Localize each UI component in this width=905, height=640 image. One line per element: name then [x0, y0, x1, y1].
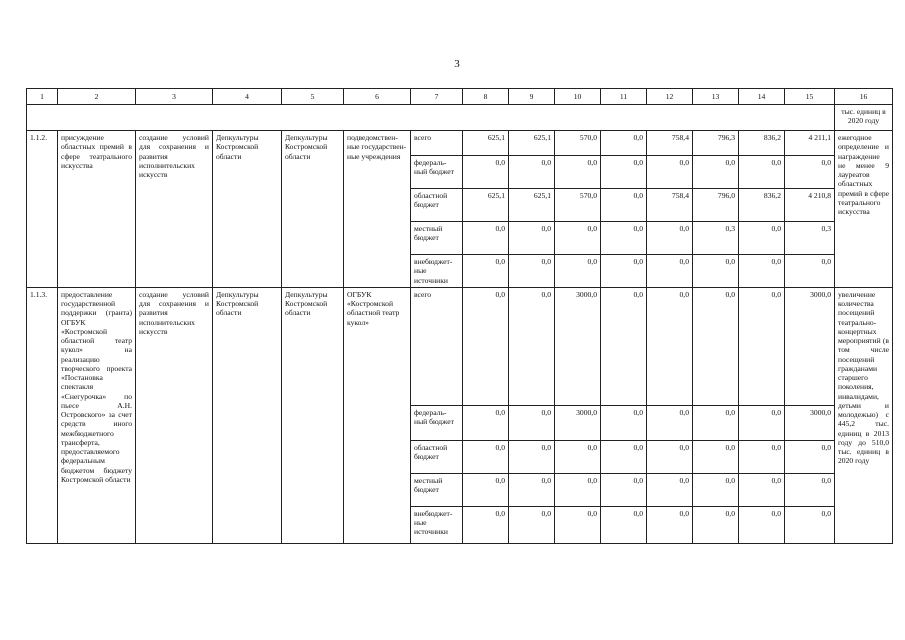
header-cell: 15 [785, 89, 835, 105]
amount-cell: 0,0 [509, 287, 555, 405]
amount-cell: 0,0 [463, 440, 509, 473]
amount-cell: 836,2 [739, 131, 785, 156]
header-cell: 2 [58, 89, 136, 105]
amount-cell: 758,4 [647, 189, 693, 222]
continuation-empty-cell [27, 105, 835, 131]
amount-cell: 0,0 [647, 156, 693, 189]
amount-cell: 0,0 [739, 506, 785, 543]
header-cell: 12 [647, 89, 693, 105]
amount-cell: 0,0 [693, 473, 739, 506]
program-table [26, 88, 893, 544]
amount-cell: 0,0 [509, 156, 555, 189]
header-cell: 8 [463, 89, 509, 105]
amount-cell: 0,0 [693, 287, 739, 405]
funding-source-cell: федераль-ный бюджет [411, 405, 463, 440]
amount-cell: 0,0 [555, 440, 601, 473]
amount-cell: 0,0 [693, 440, 739, 473]
funding-source-cell: областной бюджет [411, 189, 463, 222]
amount-cell: 0,0 [739, 473, 785, 506]
amount-cell: 0,0 [647, 473, 693, 506]
amount-cell: 796,0 [693, 189, 739, 222]
section-coexecutor-cell: Депкультуры Костромской области [282, 131, 344, 288]
amount-cell: 0,0 [555, 222, 601, 255]
amount-cell: 0,0 [785, 440, 835, 473]
header-row [27, 89, 893, 105]
amount-cell: 0,0 [601, 506, 647, 543]
amount-cell: 570,0 [555, 131, 601, 156]
amount-cell: 625,1 [509, 131, 555, 156]
amount-cell: 0,0 [555, 255, 601, 288]
continuation-row [27, 105, 893, 131]
header-cell: 10 [555, 89, 601, 105]
amount-cell: 0,0 [601, 440, 647, 473]
section-participants-cell: ОГБУК «Костромской областной театр кукол» [344, 287, 411, 543]
amount-cell: 0,0 [601, 405, 647, 440]
amount-cell: 0,0 [601, 473, 647, 506]
amount-cell: 0,0 [509, 440, 555, 473]
amount-cell: 4 211,1 [785, 131, 835, 156]
amount-cell: 0,0 [785, 156, 835, 189]
amount-cell: 0,0 [555, 156, 601, 189]
header-cell: 3 [136, 89, 213, 105]
section-name-cell: предоставление государственной поддержки (гранта) ОГБУК «Костромской областной театр кукол» на реализацию творческого проекта «Постановка спектакля «Снегурочка» по пьесе А.Н. Островского» за счет средств иного межбюджетного трансферта, предоставляемого федеральным бюджетом бюджету Костромской области [58, 287, 136, 543]
amount-cell: 0,0 [509, 506, 555, 543]
header-cell: 16 [835, 89, 893, 105]
section-code-cell: 1.1.2. [27, 131, 58, 288]
amount-cell: 0,0 [601, 255, 647, 288]
amount-cell: 0,0 [463, 222, 509, 255]
header-cell: 13 [693, 89, 739, 105]
amount-cell: 625,1 [509, 189, 555, 222]
section-row [27, 131, 893, 156]
section-code-cell: 1.1.3. [27, 287, 58, 543]
continuation-result-cell: тыс. единиц в 2020 году [835, 105, 893, 131]
funding-source-cell: федераль-ный бюджет [411, 156, 463, 189]
funding-source-cell: внебюджет-ные источники [411, 255, 463, 288]
amount-cell: 0,0 [601, 189, 647, 222]
amount-cell: 0,0 [509, 255, 555, 288]
header-cell: 1 [27, 89, 58, 105]
section-coexecutor-cell: Депкультуры Костромской области [282, 287, 344, 543]
amount-cell: 0,0 [739, 287, 785, 405]
amount-cell: 0,0 [509, 222, 555, 255]
header-cell: 14 [739, 89, 785, 105]
amount-cell: 0,0 [739, 255, 785, 288]
amount-cell: 0,0 [739, 222, 785, 255]
amount-cell: 0,0 [601, 222, 647, 255]
amount-cell: 0,0 [601, 287, 647, 405]
funding-source-cell: внебюджет-ные источники [411, 506, 463, 543]
amount-cell: 0,0 [601, 131, 647, 156]
amount-cell: 570,0 [555, 189, 601, 222]
amount-cell: 0,0 [463, 473, 509, 506]
amount-cell: 0,0 [693, 255, 739, 288]
amount-cell: 0,0 [785, 255, 835, 288]
section-goal-cell: создание условий для сохранения и развития исполнительских искусств [136, 287, 213, 543]
amount-cell: 0,0 [647, 506, 693, 543]
amount-cell: 0,0 [647, 255, 693, 288]
funding-source-cell: местный бюджет [411, 222, 463, 255]
amount-cell: 0,0 [463, 255, 509, 288]
amount-cell: 0,0 [647, 440, 693, 473]
section-responsible-cell: Депкультуры Костромской области [213, 287, 282, 543]
amount-cell: 4 210,8 [785, 189, 835, 222]
amount-cell: 0,3 [693, 222, 739, 255]
amount-cell: 0,0 [463, 506, 509, 543]
amount-cell: 0,0 [647, 222, 693, 255]
amount-cell: 0,0 [785, 473, 835, 506]
amount-cell: 796,3 [693, 131, 739, 156]
header-cell: 5 [282, 89, 344, 105]
header-cell: 11 [601, 89, 647, 105]
amount-cell: 0,0 [739, 405, 785, 440]
amount-cell: 0,0 [785, 506, 835, 543]
funding-source-cell: всего [411, 287, 463, 405]
amount-cell: 0,0 [693, 506, 739, 543]
amount-cell: 0,0 [601, 156, 647, 189]
amount-cell: 3000,0 [555, 405, 601, 440]
header-cell: 4 [213, 89, 282, 105]
amount-cell: 0,0 [693, 405, 739, 440]
header-cell: 6 [344, 89, 411, 105]
section-result-cell: увеличение количества посещений театрально-концертных мероприятий (в том числе посещений гражданами старшего поколения, инвалидами, детьми и молодежью) с 445,2 тыс. единиц в 2013 году до 510,0 тыс. единиц в 2020 году [835, 287, 893, 543]
amount-cell: 625,1 [463, 189, 509, 222]
header-cell: 9 [509, 89, 555, 105]
section-participants-cell: подведомствен-ные государствен-ные учреждения [344, 131, 411, 288]
amount-cell: 625,1 [463, 131, 509, 156]
amount-cell: 0,0 [463, 156, 509, 189]
amount-cell: 0,0 [509, 473, 555, 506]
header-cell: 7 [411, 89, 463, 105]
amount-cell: 0,0 [555, 506, 601, 543]
funding-source-cell: областной бюджет [411, 440, 463, 473]
section-name-cell: присуждение областных премий в сфере театрального искусства [58, 131, 136, 288]
amount-cell: 0,0 [739, 156, 785, 189]
amount-cell: 758,4 [647, 131, 693, 156]
amount-cell: 3000,0 [785, 287, 835, 405]
funding-source-cell: всего [411, 131, 463, 156]
amount-cell: 0,0 [693, 156, 739, 189]
amount-cell: 3000,0 [555, 287, 601, 405]
section-row [27, 287, 893, 405]
amount-cell: 0,0 [463, 405, 509, 440]
amount-cell: 0,0 [647, 405, 693, 440]
amount-cell: 836,2 [739, 189, 785, 222]
funding-source-cell: местный бюджет [411, 473, 463, 506]
amount-cell: 0,0 [509, 405, 555, 440]
page-number: 3 [454, 58, 460, 70]
amount-cell: 0,0 [647, 287, 693, 405]
amount-cell: 0,0 [555, 473, 601, 506]
amount-cell: 3000,0 [785, 405, 835, 440]
section-responsible-cell: Депкультуры Костромской области [213, 131, 282, 288]
amount-cell: 0,0 [463, 287, 509, 405]
section-goal-cell: создание условий для сохранения и развития исполнительских искусств [136, 131, 213, 288]
amount-cell: 0,0 [739, 440, 785, 473]
amount-cell: 0,3 [785, 222, 835, 255]
section-result-cell: ежегодное определение и награждение не менее 9 лауреатов областных премий в сфере театрального искусства [835, 131, 893, 288]
